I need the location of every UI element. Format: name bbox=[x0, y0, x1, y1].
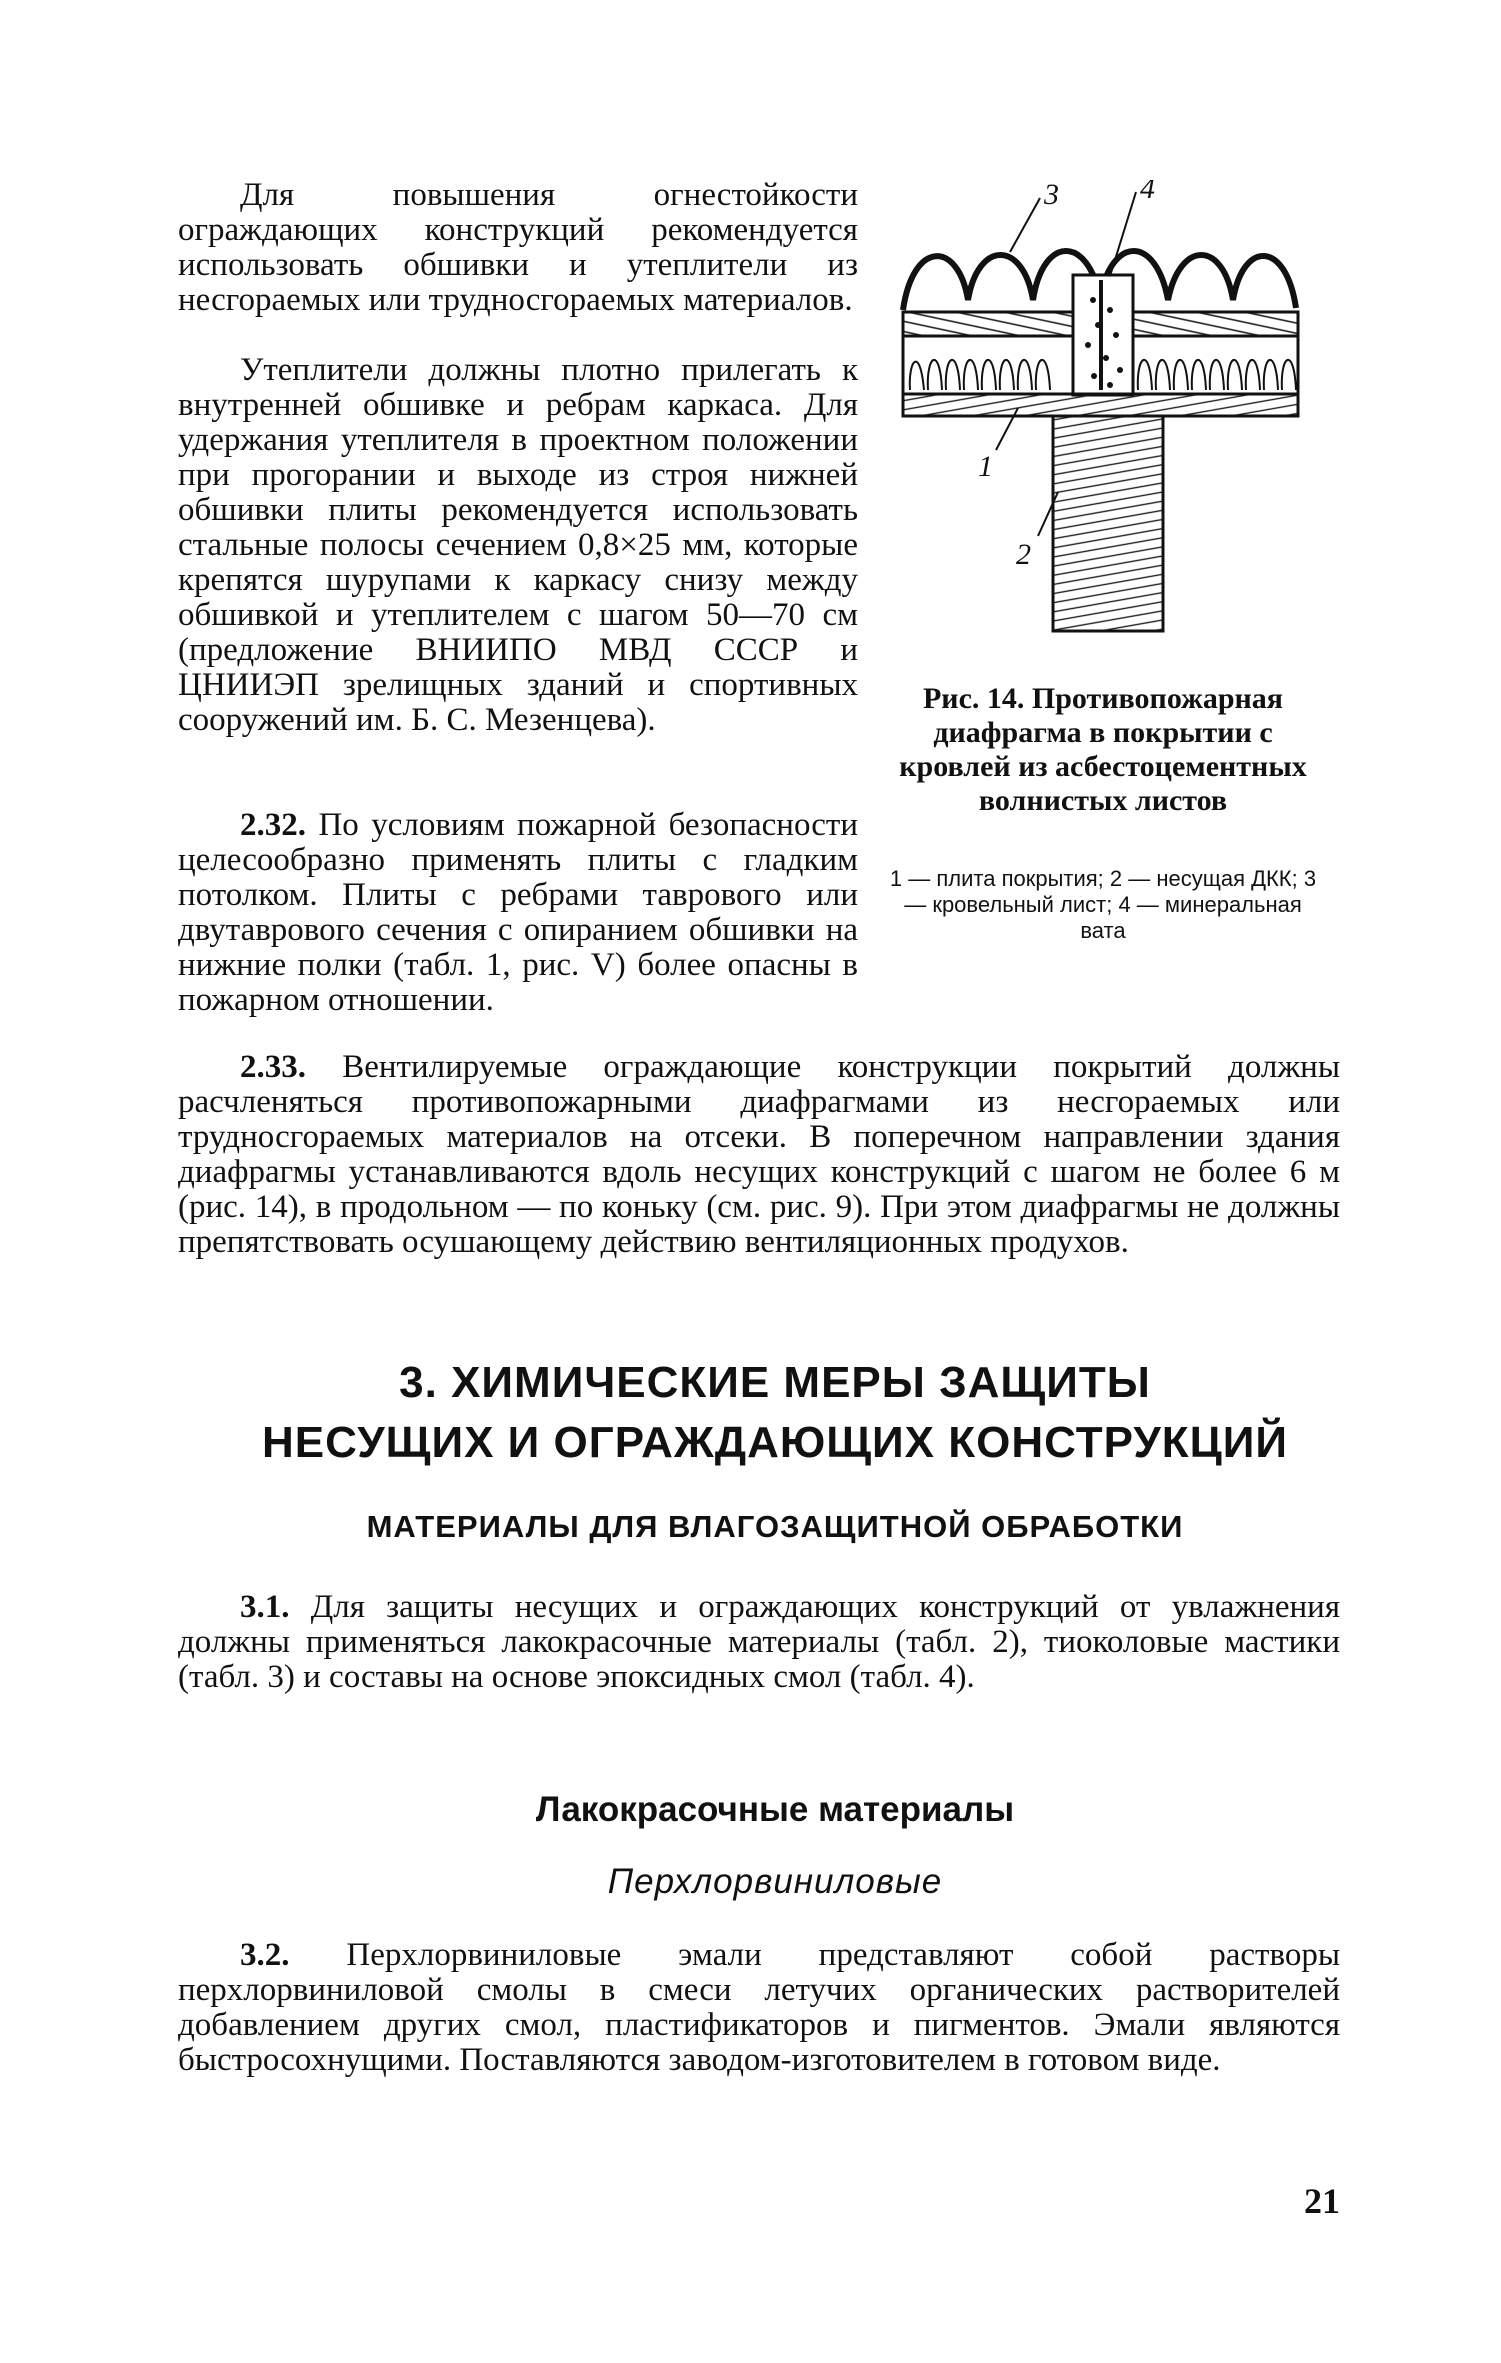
paragraph-number: 2.32. bbox=[240, 807, 306, 843]
label-3: 3 bbox=[1044, 180, 1059, 211]
section-title-line-2: НЕСУЩИХ И ОГРАЖДАЮЩИХ КОНСТРУКЦИЙ bbox=[261, 1418, 1289, 1467]
paragraph-text: Вентилируемые ограждающие конструкции покрытий должны расчленяться противопожарными диафрагмами из несгораемых или трудносгораемых материалов на отсеки. В поперечном направлении здания диафрагмы устанавливаются вдоль несущих конструкций с шагом не более 6 м (рис. 14), в продольном — по коньку (см. рис. 9). При этом диафрагмы не должны препятствовать осушающему действию вентиляционных продухов. bbox=[178, 1049, 1340, 1260]
paragraph-text: Утеплители должны плотно прилегать к внутренней обшивке и ребрам каркаса. Для удержания утеплителя в проектном положении при прогорании и выходе из строя нижней обшивки плиты рекомендуется использовать стальные полосы сечением 0,8×25 мм, которые крепятся шурупами к каркасу снизу между обшивкой и утеплителем с шагом 50—70 см (предложение ВНИИПО МВД СССР и ЦНИИЭП зрелищных зданий и спортивных сооружений им. Б. С. Мезенцева). bbox=[178, 352, 858, 738]
paragraph-text: По условиям пожарной безопасности целесообразно применять плиты с гладким потолком. Плиты с ребрами таврового или двутаврового сечения с опиранием обшивки на нижние полки (табл. 1, рис. V) более опасны в пожарном отношении. bbox=[178, 807, 858, 1018]
paragraph-2-32 bbox=[178, 808, 858, 1018]
figure-fire-diaphragm bbox=[888, 180, 1318, 640]
section-subtitle: МАТЕРИАЛЫ ДЛЯ ВЛАГОЗАЩИТНОЙ ОБРАБОТКИ bbox=[366, 1509, 1184, 1544]
section-title-line-1: 3. ХИМИЧЕСКИЕ МЕРЫ ЗАЩИТЫ bbox=[399, 1358, 1151, 1407]
paragraph-text: Для защиты несущих и ограждающих конструкций от увлажнения должны применяться лакокрасочные материалы (табл. 2), тиоколовые мастики (табл. 3) и составы на основе эпоксидных смол (табл. 4). bbox=[178, 1589, 1341, 1695]
lower-board bbox=[903, 394, 1298, 416]
subsection-italic-title: Перхлорвиниловые bbox=[607, 1862, 943, 1901]
paragraph-insulation bbox=[178, 353, 858, 738]
figure-caption-legend: 1 — плита покрытия; 2 — несущая ДКК; 3 — кровельный лист; 4 — минеральная вата bbox=[889, 866, 1317, 943]
subsection-title: Лакокрасочные материалы bbox=[535, 1790, 1015, 1829]
paragraph-text: Перхлорвиниловые эмали представляют собой растворы перхлорвиниловой смолы в смеси летучих органических растворителей добавлением других смол, пластификаторов и пигментов. Эмали являются быстросохнущими. Поставляются заводом-изготовителем в готовом виде. bbox=[178, 1937, 1341, 2078]
paragraph-text: Для повышения огнестойкости ограждающих конструкций рекомендуется использовать обшивки и утеплители из несгораемых или трудносгораемых материалов. bbox=[178, 177, 858, 318]
page-number: 21 bbox=[1304, 2181, 1340, 2221]
figure-caption-title: Рис. 14. Противопожарная диафрагма в покрытии с кровлей из асбестоцементных волнистых листов bbox=[899, 682, 1307, 817]
paragraph-fire-resistance bbox=[178, 178, 858, 318]
label-4: 4 bbox=[1140, 180, 1155, 205]
timber-beam bbox=[1053, 416, 1163, 631]
label-1: 1 bbox=[978, 450, 993, 483]
paragraph-2-33 bbox=[178, 1050, 1340, 1260]
paragraph-number: 3.2. bbox=[240, 1937, 290, 1973]
label-2: 2 bbox=[1016, 538, 1031, 571]
paragraph-3-2 bbox=[178, 1938, 1340, 2078]
paragraph-3-1 bbox=[178, 1590, 1340, 1695]
paragraph-number: 2.33. bbox=[240, 1049, 306, 1085]
paragraph-number: 3.1. bbox=[240, 1589, 290, 1625]
